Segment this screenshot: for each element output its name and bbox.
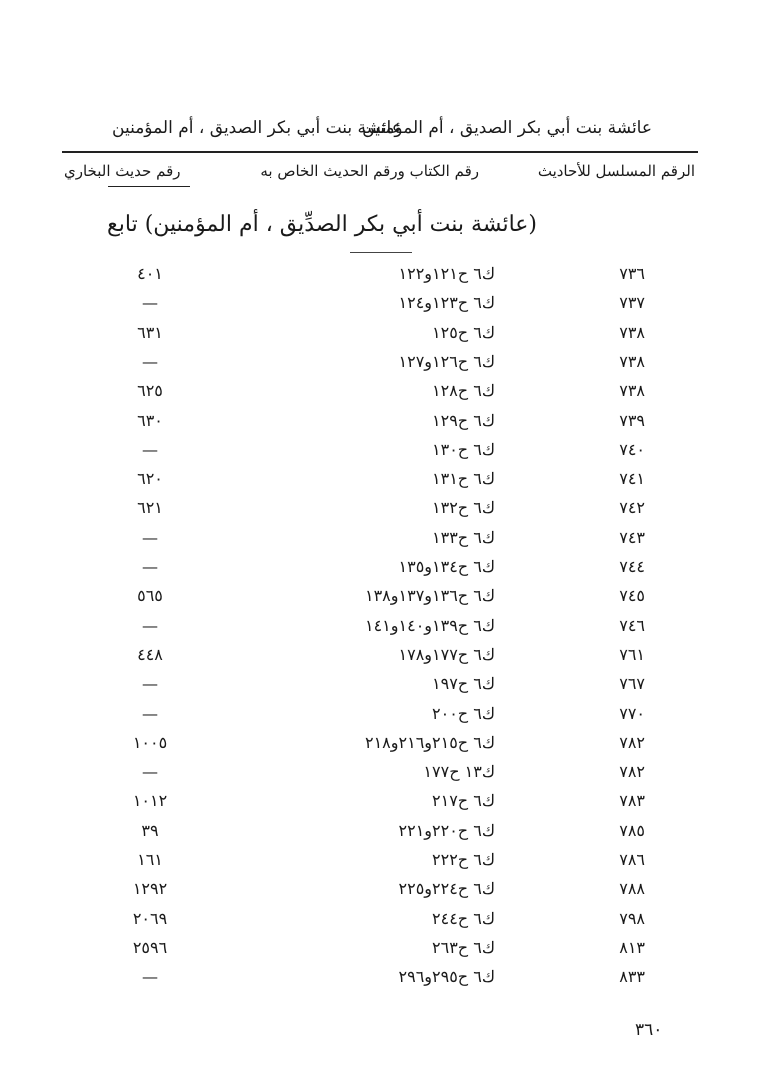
table-row xyxy=(0,967,765,996)
serial-cell: ٧٣٦ xyxy=(619,264,645,283)
book-ref-cell: ك٦ ح٢١٥و٢١٦و٢١٨ xyxy=(364,732,495,752)
serial-cell: ٧٨٢ xyxy=(619,762,645,782)
bukhari-cell: — xyxy=(142,351,158,371)
table-row xyxy=(0,821,765,850)
serial-cell: ٧٤٦ xyxy=(619,615,645,635)
book-ref-cell: ك١٣ ح١٧٧ xyxy=(423,762,495,782)
book-ref-cell: ك٦ ح١٣٦و١٣٧و١٣٨ xyxy=(364,586,495,606)
book-ref-cell: ك٦ ح٢١٧ xyxy=(432,791,495,811)
table-row xyxy=(0,557,765,586)
bukhari-cell: — xyxy=(142,557,158,576)
table-row xyxy=(0,674,765,703)
table-row xyxy=(0,528,765,557)
section-title-rule xyxy=(350,252,412,253)
bukhari-cell: — xyxy=(142,762,158,782)
table-row xyxy=(0,469,765,498)
serial-cell: ٧٤٢ xyxy=(619,498,645,518)
book-ref-cell: ك٦ ح٢٤٤ xyxy=(432,908,495,928)
column-header-bukhari-underline xyxy=(108,186,190,187)
book-ref-cell: ك٦ ح٢٦٣ xyxy=(432,937,495,957)
table-row xyxy=(0,645,765,674)
bukhari-cell: — xyxy=(142,674,158,694)
table-row xyxy=(0,791,765,820)
serial-cell: ٧٦١ xyxy=(619,644,645,664)
serial-cell: ٧٤٤ xyxy=(619,557,645,576)
running-head-left: عائشة بنت أبي بكر الصديق ، أم المؤمنين xyxy=(112,118,402,138)
bukhari-cell: — xyxy=(142,703,158,723)
serial-cell: ٧٤٠ xyxy=(619,439,645,459)
serial-cell: ٧٣٨ xyxy=(619,322,645,342)
bukhari-cell: ١٠١٢ xyxy=(132,791,168,811)
table-row xyxy=(0,616,765,645)
bukhari-cell: ٢٠٦٩ xyxy=(132,908,168,928)
column-header-serial: الرقم المسلسل للأحاديث xyxy=(537,162,695,180)
table-row xyxy=(0,498,765,527)
table-row xyxy=(0,733,765,762)
serial-cell: ٨٣٣ xyxy=(619,967,645,987)
bukhari-cell: ٥٦٥ xyxy=(137,586,163,606)
book-ref-cell: ك٦ ح١٣٢ xyxy=(432,498,495,518)
bukhari-cell: ٦٢١ xyxy=(137,498,163,518)
serial-cell: ٧٨٦ xyxy=(619,850,645,869)
serial-cell: ٧٨٨ xyxy=(619,879,645,899)
bukhari-cell: ١٠٠٥ xyxy=(132,732,168,752)
section-title: (عائشة بنت أبي بكر الصدِّيق ، أم المؤمنين) تابع xyxy=(107,212,537,237)
serial-cell: ٧٩٨ xyxy=(619,908,645,928)
book-ref-cell: ك٦ ح١٧٧و١٧٨ xyxy=(398,644,495,664)
serial-cell: ٧٣٨ xyxy=(619,351,645,371)
book-ref-cell: ك٦ ح١٣٤و١٣٥ xyxy=(398,557,495,576)
book-ref-cell: ك٦ ح٢٩٥و٢٩٦ xyxy=(398,967,495,987)
book-ref-cell: ك٦ ح٢٢٤و٢٢٥ xyxy=(398,879,495,899)
bukhari-cell: — xyxy=(142,615,158,635)
book-ref-cell: ك٦ ح١٢٣و١٢٤ xyxy=(398,293,495,313)
book-ref-cell: ك٦ ح١٣١ xyxy=(432,469,495,489)
serial-cell: ٧٣٩ xyxy=(619,410,645,430)
serial-cell: ٧٦٧ xyxy=(619,674,645,694)
book-ref-cell: ك٦ ح٢٢٠و٢٢١ xyxy=(398,820,495,840)
serial-cell: ٧٣٧ xyxy=(619,293,645,313)
bukhari-cell: — xyxy=(142,527,158,547)
book-ref-cell: ك٦ ح١٩٧ xyxy=(432,674,495,694)
table-row xyxy=(0,850,765,879)
serial-cell: ٧٨٥ xyxy=(619,820,645,840)
bukhari-cell: ٢٥٩٦ xyxy=(132,937,168,957)
bukhari-cell: ٦٣١ xyxy=(137,322,163,342)
book-ref-cell: ك٦ ح١٢٥ xyxy=(432,322,495,342)
bukhari-cell: ٦٣٠ xyxy=(137,410,163,430)
bukhari-cell: ٦٢٠ xyxy=(137,469,163,489)
serial-cell: ٧٤٥ xyxy=(619,586,645,606)
page-number: ٣٦٠ xyxy=(635,1020,663,1040)
book-ref-cell: ك٦ ح١٢٦و١٢٧ xyxy=(398,351,495,371)
serial-cell: ٧٤١ xyxy=(619,469,645,489)
bukhari-cell: ٦٢٥ xyxy=(137,381,163,401)
table-row xyxy=(0,909,765,938)
table-row xyxy=(0,762,765,791)
book-ref-cell: ك٦ ح١٢٩ xyxy=(432,410,495,430)
bukhari-cell: ٤٠١ xyxy=(137,264,163,283)
serial-cell: ٧٣٨ xyxy=(619,381,645,401)
table-row xyxy=(0,411,765,440)
column-header-bukhari: رقم حديث البخاري xyxy=(64,162,181,180)
table-row xyxy=(0,264,765,293)
bukhari-cell: ٣٩ xyxy=(141,820,159,840)
serial-cell: ٧٤٣ xyxy=(619,527,645,547)
serial-cell: ٨١٣ xyxy=(619,937,645,957)
book-ref-cell: ك٦ ح١٣٩و١٤٠و١٤١ xyxy=(364,615,495,635)
header-rule xyxy=(62,151,698,153)
running-head-right: عائشة بنت أبي بكر الصديق ، أم المؤمنين xyxy=(362,118,652,138)
bukhari-cell: — xyxy=(142,293,158,313)
book-ref-cell: ك٦ ح١٣٠ xyxy=(432,439,495,459)
book-ref-cell: ك٦ ح١٣٣ xyxy=(432,527,495,547)
table-row xyxy=(0,586,765,615)
serial-cell: ٧٨٢ xyxy=(619,732,645,752)
table-row xyxy=(0,879,765,908)
table-row xyxy=(0,704,765,733)
serial-cell: ٧٧٠ xyxy=(619,703,645,723)
table-row xyxy=(0,440,765,469)
book-ref-cell: ك٦ ح١٢٨ xyxy=(432,381,495,401)
book-ref-cell: ك٦ ح٢٠٠ xyxy=(432,703,495,723)
book-ref-cell: ك٦ ح٢٢٢ xyxy=(432,850,495,869)
table-row xyxy=(0,938,765,967)
bukhari-cell: — xyxy=(142,967,158,987)
bukhari-cell: ٤٤٨ xyxy=(137,644,163,664)
bukhari-cell: — xyxy=(142,439,158,459)
table-row xyxy=(0,381,765,410)
serial-cell: ٧٨٣ xyxy=(619,791,645,811)
book-ref-cell: ك٦ ح١٢١و١٢٢ xyxy=(398,264,495,283)
table-row xyxy=(0,352,765,381)
column-header-book: رقم الكتاب ورقم الحديث الخاص به xyxy=(260,162,479,180)
bukhari-cell: ١٦١ xyxy=(137,850,163,869)
table-row xyxy=(0,293,765,322)
table-row xyxy=(0,323,765,352)
bukhari-cell: ١٢٩٢ xyxy=(132,879,168,899)
